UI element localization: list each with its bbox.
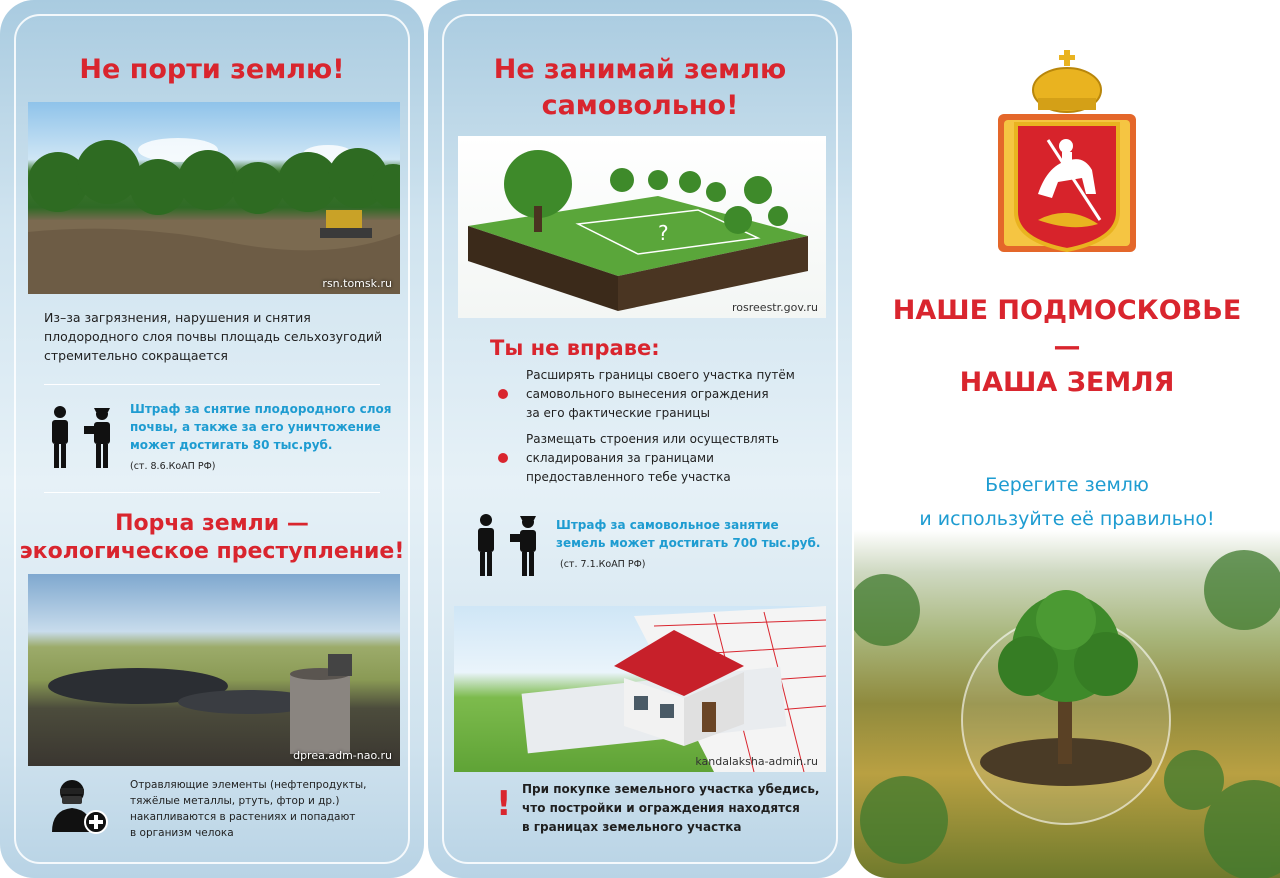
tagline-line1: Берегите землю (985, 474, 1149, 496)
left-panel (0, 0, 424, 878)
bullet1-line2: самовольного вынесения ограждения (526, 387, 769, 401)
middle-panel (428, 0, 852, 878)
fine-article: (ст. 8.6.КоАП РФ) (130, 461, 216, 472)
photo-credit: dprea.adm-nao.ru (293, 749, 392, 762)
bullet1-line3: за его фактические границы (526, 406, 710, 420)
photo-credit: rosreestr.gov.ru (732, 301, 818, 314)
warning-icon: ! (496, 784, 512, 824)
warning-line1: При покупке земельного участка убедись, (522, 782, 820, 796)
bullet2-line2: складирования за границами (526, 451, 714, 465)
house-plan-photo (454, 606, 826, 772)
cover-title-dash: — (1053, 331, 1081, 362)
pollution-text-line1: Из–за загрязнения, нарушения и снятия (44, 310, 311, 325)
fine-article: (ст. 7.1.КоАП РФ) (560, 559, 646, 570)
inspector-fine-icon (48, 404, 114, 470)
bullet1-line1: Расширять границы своего участка путём (526, 368, 795, 382)
oil-spill-photo (28, 574, 400, 766)
tree-in-glass-sphere-image (854, 530, 1280, 878)
cover-title-line2: НАША ЗЕМЛЯ (959, 367, 1175, 398)
svg-text:?: ? (658, 221, 669, 245)
toxic-text-line3: накапливаются в растениях и попадают (130, 811, 356, 823)
moscow-oblast-coat-of-arms-icon (988, 44, 1146, 256)
crime-title-line2: экологическое преступление! (19, 539, 405, 564)
warning-line3: в границах земельного участка (522, 820, 742, 834)
bullet2-line1: Размещать строения или осуществлять (526, 432, 779, 446)
cover-panel (854, 0, 1280, 878)
crime-title-line1: Порча земли — (115, 511, 309, 536)
fine-text-line1: Штраф за самовольное занятие (556, 518, 779, 532)
fine-text-line2: почвы, а также за его уничтожение (130, 420, 381, 434)
bullet-dot (498, 453, 508, 463)
divider (44, 492, 380, 493)
sick-person-icon (50, 776, 110, 836)
middle-panel-title-line1: Не занимай землю (493, 54, 787, 85)
land-plot-photo (458, 136, 826, 318)
tagline-line2: и используйте её правильно! (919, 508, 1215, 530)
toxic-text-line2: тяжёлые металлы, ртуть, фтор и др.) (130, 795, 340, 807)
fine-text-line1: Штраф за снятие плодородного слоя (130, 402, 392, 416)
left-panel-title: Не порти землю! (79, 54, 345, 85)
photo-credit: rsn.tomsk.ru (322, 277, 392, 290)
fine-text-line2: земель может достигать 700 тыс.руб. (556, 536, 821, 550)
toxic-text-line1: Отравляющие элементы (нефтепродукты, (130, 779, 367, 791)
photo-credit: kandalaksha-admin.ru (695, 755, 818, 768)
middle-panel-title-line2: самовольно! (541, 90, 739, 121)
cover-title-line1: НАШЕ ПОДМОСКОВЬЕ (892, 295, 1242, 326)
construction-site-photo (28, 102, 400, 294)
toxic-text-line4: в организм челока (130, 827, 234, 839)
inspector-fine-icon (474, 512, 540, 578)
rights-heading: Ты не вправе: (490, 336, 660, 360)
divider (44, 384, 380, 385)
bullet2-line3: предоставленного тебе участка (526, 470, 731, 484)
pollution-text-line3: стремительно сокращается (44, 348, 228, 363)
pollution-text-line2: плодородного слоя почвы площадь сельхозугодий (44, 329, 383, 344)
bullet-dot (498, 389, 508, 399)
warning-line2: что постройки и ограждения находятся (522, 801, 800, 815)
fine-text-line3: может достигать 80 тыс.руб. (130, 438, 333, 452)
